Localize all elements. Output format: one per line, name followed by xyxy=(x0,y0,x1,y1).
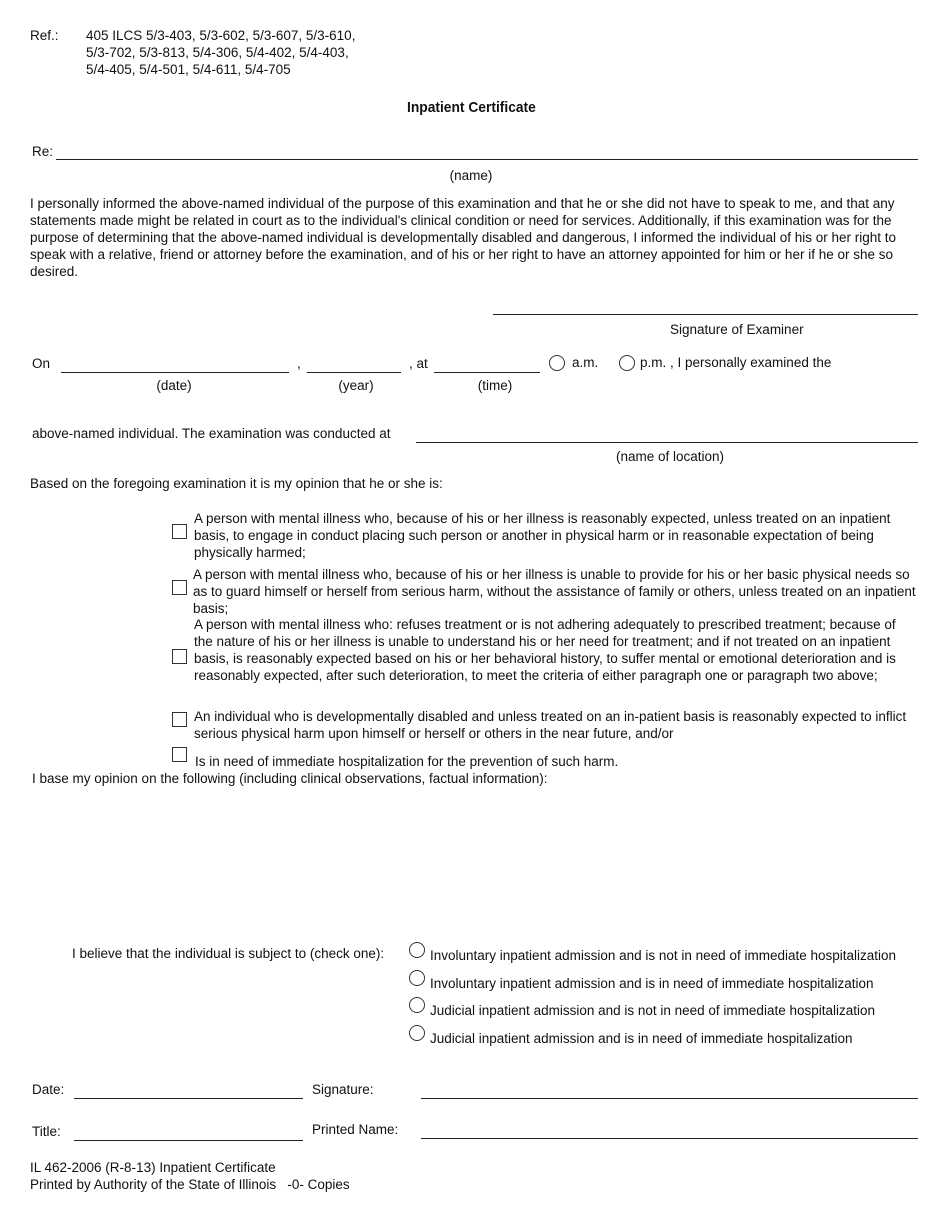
re-label: Re: xyxy=(32,144,54,159)
criterion-1-text: A person with mental illness who, because of his or her illness is reasonably expected, unless treated on an inpatient basis, to engage in conduct placing such person or another in physical harm or in reasonable expectation of being physically harmed; xyxy=(194,511,891,560)
signature-field[interactable] xyxy=(423,1080,917,1098)
subject-option-3-radio[interactable] xyxy=(409,997,425,1013)
location-caption: (name of location) xyxy=(615,449,725,464)
exam-year-line xyxy=(307,372,401,373)
year-caption: (year) xyxy=(338,378,374,393)
criterion-2-checkbox[interactable] xyxy=(172,580,187,595)
exam-date-field[interactable] xyxy=(62,354,288,372)
date-field[interactable] xyxy=(76,1080,302,1098)
subject-option-3-text: Judicial inpatient admission and is not in need of immediate hospitalization xyxy=(430,1003,876,1018)
am-label: a.m. xyxy=(572,355,599,370)
title-label: Title: xyxy=(32,1124,61,1139)
re-name-field[interactable] xyxy=(58,142,916,160)
criterion-5-checkbox[interactable] xyxy=(172,747,187,762)
re-name-caption: (name) xyxy=(449,168,493,183)
signature-line xyxy=(421,1098,918,1099)
subject-option-1-text: Involuntary inpatient admission and is not in need of immediate hospitalization xyxy=(430,948,897,963)
exam-year-field[interactable] xyxy=(308,354,400,372)
criterion-2-text: A person with mental illness who, because of his or her illness is unable to provide for his or her basic physical needs so as to guard himself or herself from serious harm, without the assistance of family or others, unless treated on an inpatient basis; xyxy=(193,567,916,616)
examiner-signature-caption: Signature of Examiner xyxy=(670,322,804,337)
subject-label: I believe that the individual is subject to (check one): xyxy=(72,946,385,961)
opinion-intro: Based on the foregoing examination it is my opinion that he or she is: xyxy=(30,476,443,491)
exam-time-line xyxy=(434,372,540,373)
examiner-signature-field[interactable] xyxy=(494,296,918,314)
ref-label: Ref.: xyxy=(30,28,59,43)
conducted-at-label: above-named individual. The examination was conducted at xyxy=(32,426,391,441)
at-label: , at xyxy=(409,356,428,371)
basis-textarea[interactable] xyxy=(32,792,918,930)
criterion-5-text: Is in need of immediate hospitalization for the prevention of such harm. xyxy=(195,754,619,769)
am-radio[interactable] xyxy=(549,355,565,371)
printed-name-label: Printed Name: xyxy=(312,1122,399,1137)
criterion-1-checkbox[interactable] xyxy=(172,524,187,539)
date-label: Date: xyxy=(32,1082,65,1097)
date-line xyxy=(74,1098,303,1099)
printed-authority: Printed by Authority of the State of Illinois -0- Copies xyxy=(30,1177,350,1192)
printed-name-line xyxy=(421,1138,918,1139)
pm-label: p.m. , I personally examined the xyxy=(640,355,832,370)
ref-line-3: 5/4-405, 5/4-501, 5/4-611, 5/4-705 xyxy=(86,62,291,77)
comma-separator: , xyxy=(297,356,301,371)
signature-label: Signature: xyxy=(312,1082,374,1097)
basis-label: I base my opinion on the following (including clinical observations, factual information): xyxy=(32,771,548,786)
location-field[interactable] xyxy=(418,424,916,442)
title-line xyxy=(74,1140,303,1141)
pm-radio[interactable] xyxy=(619,355,635,371)
subject-option-1-radio[interactable] xyxy=(409,942,425,958)
intro-paragraph: I personally informed the above-named individual of the purpose of this examination and that he or she did not have to speak to me, and that any statements made might be related in court as to the individual's clinical condition or need for services. Additionally, if this examination was for the purpose of determining that the above-named individual is developmentally disabled and dangerous, I informed the individual of his or her right to speak with a relative, friend or attorney before the examination, and of his or her right to have an attorney appointed for him or her if he or she so desired. xyxy=(30,196,897,279)
on-label: On xyxy=(32,356,51,371)
criterion-4-text: An individual who is developmentally disabled and unless treated on an in-patient basis is reasonably expected to inflict serious physical harm upon himself or herself or others in the near future, and/or xyxy=(194,709,907,741)
subject-option-2-text: Involuntary inpatient admission and is in need of immediate hospitalization xyxy=(430,976,874,991)
date-caption: (date) xyxy=(156,378,192,393)
re-name-underline xyxy=(56,159,918,160)
title-field[interactable] xyxy=(76,1122,302,1140)
examiner-signature-line xyxy=(493,314,918,315)
criterion-3-text: A person with mental illness who: refuses treatment or is not adhering adequately to prescribed treatment; because of the nature of his or her illness is unable to understand his or her need for treatment; and if not treated on an inpatient basis, is reasonably expected based on his or her behavioral history, to suffer mental or emotional deterioration and is reasonably expected, after such deterioration, to meet the criteria of either paragraph one or paragraph two above; xyxy=(194,617,896,683)
subject-option-2-radio[interactable] xyxy=(409,970,425,986)
subject-option-4-radio[interactable] xyxy=(409,1025,425,1041)
exam-date-line xyxy=(61,372,289,373)
subject-option-4-text: Judicial inpatient admission and is in need of immediate hospitalization xyxy=(430,1031,853,1046)
time-caption: (time) xyxy=(477,378,513,393)
criterion-4-checkbox[interactable] xyxy=(172,712,187,727)
criterion-3-checkbox[interactable] xyxy=(172,649,187,664)
printed-name-field[interactable] xyxy=(423,1120,917,1138)
ref-line-2: 5/3-702, 5/3-813, 5/4-306, 5/4-402, 5/4-403, xyxy=(86,45,349,60)
page-title: Inpatient Certificate xyxy=(407,99,536,116)
ref-line-1: 405 ILCS 5/3-403, 5/3-602, 5/3-607, 5/3-610, xyxy=(86,28,356,43)
form-id: IL 462-2006 (R-8-13) Inpatient Certificate xyxy=(30,1160,276,1175)
exam-time-field[interactable] xyxy=(435,354,539,372)
location-line xyxy=(416,442,918,443)
